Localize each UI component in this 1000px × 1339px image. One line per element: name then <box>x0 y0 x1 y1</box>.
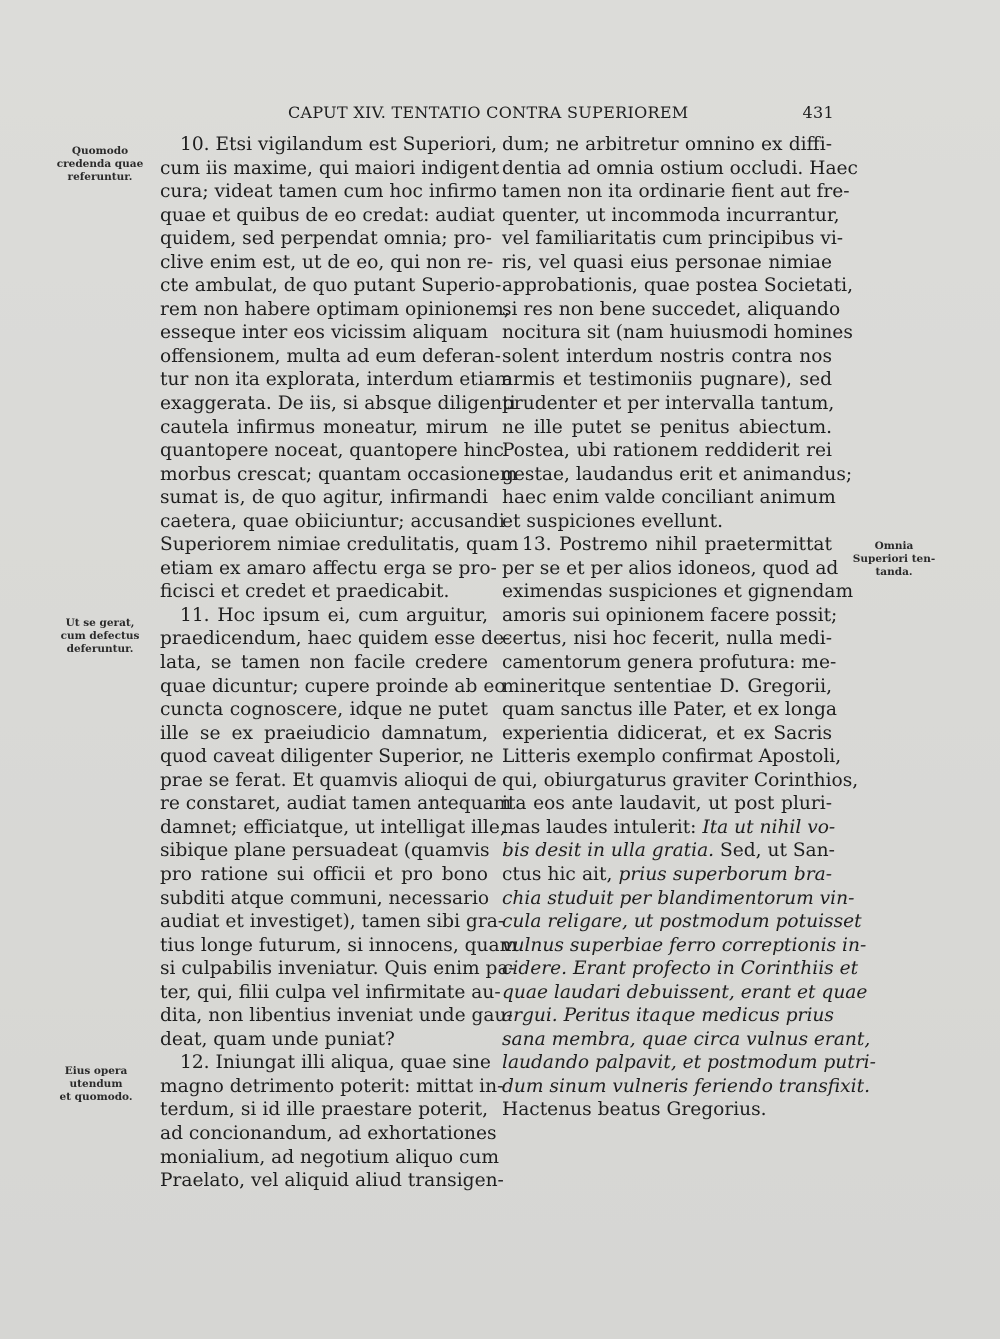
text-line: pro ratione sui officii et pro bono <box>160 863 488 885</box>
text-line: camentorum genera profutura: me- <box>502 652 837 674</box>
margin-note-quomodo <box>48 145 152 184</box>
quotation-line <box>502 957 859 981</box>
quotation-segment: vulnus superbiae ferro correptionis in- <box>502 934 867 956</box>
text-line: 10. Etsi vigilandum est Superiori, <box>180 134 497 155</box>
quotation-line <box>502 1028 871 1052</box>
running-title: CAPUT XIV. TENTATIO CONTRA SUPERIOREM <box>288 103 689 122</box>
text-line: praedicendum, haec quidem esse de- <box>160 628 511 650</box>
text-line: ris, vel quasi eius personae nimiae <box>502 251 832 273</box>
text-line: Litteris exemplo confirmat Apostoli, <box>502 746 842 768</box>
text-segment: ctus hic ait, <box>502 863 613 885</box>
text-line: quantopere noceat, quantopere hinc <box>160 440 504 462</box>
quotation-line <box>502 1051 876 1075</box>
text-line: terdum, si id ille praestare poterit, <box>160 1099 488 1121</box>
text-line: gestae, laudandus erit et animandus; <box>502 463 853 485</box>
text-line: Postea, ubi rationem reddiderit rei <box>502 440 832 462</box>
text-line: quidem, sed perpendat omnia; pro- <box>160 228 492 250</box>
quotation-line <box>502 910 862 934</box>
text-line: clive enim est, ut de eo, qui non re- <box>160 251 494 273</box>
text-line: si res non bene succedet, aliquando <box>502 298 841 320</box>
text-line: et suspiciones evellunt. <box>502 510 724 532</box>
quotation-segment: cula religare, ut postmodum potuisset <box>502 911 862 933</box>
text-line: dentia ad omnia ostium occludi. Haec <box>502 157 858 179</box>
margin-note-line: et quomodo. <box>59 1091 133 1103</box>
text-line: cuncta cognoscere, idque ne putet <box>160 699 488 721</box>
text-line: subditi atque communi, necessario <box>160 887 490 909</box>
margin-note-line: referuntur. <box>67 171 133 183</box>
text-line: approbationis, quae postea Societati, <box>502 275 854 297</box>
text-line: exaggerata. De iis, si absque diligenti <box>160 393 516 415</box>
margin-note-line: Eius opera <box>64 1065 128 1077</box>
text-line: esseque inter eos vicissim aliquam <box>160 322 488 344</box>
margin-note-line: tanda. <box>875 566 913 578</box>
text-line: prae se ferat. Et quamvis alioqui de <box>160 769 497 791</box>
text-line: tamen non ita ordinarie fient aut fre- <box>502 181 850 203</box>
text-line-mixed <box>502 839 835 863</box>
text-segment: Sed, ut San- <box>720 840 835 862</box>
text-line: Hactenus beatus Gregorius. <box>502 1099 767 1121</box>
text-line-mixed <box>502 816 836 840</box>
text-line: deat, quam unde puniat? <box>160 1028 395 1050</box>
text-line: quenter, ut incommoda incurrantur, <box>502 204 840 226</box>
text-line: tius longe futurum, si innocens, quam <box>160 934 518 956</box>
text-line: nocitura sit (nam huiusmodi homines <box>502 322 853 344</box>
text-line: offensionem, multa ad eum deferan- <box>160 345 501 367</box>
text-line: ter, qui, filii culpa vel infirmitate au- <box>160 981 501 1003</box>
text-line: certus, nisi hoc fecerit, nulla medi- <box>502 628 832 650</box>
text-line: experientia didicerat, et ex Sacris <box>502 722 832 744</box>
running-header <box>160 103 840 129</box>
text-line: quam sanctus ille Pater, et ex longa <box>502 699 837 721</box>
text-line: cura; videat tamen cum hoc infirmo <box>160 181 497 203</box>
text-line: Superiorem nimiae credulitatis, quam <box>160 534 519 556</box>
quotation-segment: quae laudari debuissent, erant et quae <box>502 981 868 1003</box>
text-line: 12. Iniungat illi aliqua, quae sine <box>180 1052 491 1074</box>
text-line: etiam ex amaro affectu erga se pro- <box>160 557 497 579</box>
text-line: ita eos ante laudavit, ut post pluri- <box>502 793 832 815</box>
text-line: ne ille putet se penitus abiectum. <box>502 416 832 438</box>
text-line: caetera, quae obiiciuntur; accusandi <box>160 510 505 532</box>
text-line-mixed <box>502 863 832 887</box>
margin-note-eius-opera <box>44 1065 148 1104</box>
margin-note-line: Superiori ten- <box>852 553 936 565</box>
text-line: monialium, ad negotium aliquo cum <box>160 1146 500 1168</box>
text-line: morbus crescat; quantam occasionem <box>160 463 518 485</box>
page-number: 431 <box>802 103 834 122</box>
margin-note-line: Quomodo <box>71 145 129 157</box>
text-line: cautela infirmus moneatur, mirum <box>160 416 488 438</box>
margin-note-line: utendum <box>69 1078 123 1090</box>
quotation-line <box>502 934 867 958</box>
text-segment: mas laudes intulerit: <box>502 816 697 838</box>
text-line: Praelato, vel aliquid aliud transigen- <box>160 1170 504 1192</box>
margin-note-line: cum defectus <box>60 630 140 642</box>
text-line: rem non habere optimam opinionem, <box>160 298 510 320</box>
text-line: armis et testimoniis pugnare), sed <box>502 369 832 391</box>
quotation-segment: prius superborum bra- <box>618 863 832 885</box>
quotation-line <box>502 981 868 1005</box>
text-line: per se et per alios idoneos, quod ad <box>502 557 839 579</box>
quotation-segment: bis desit in ulla gratia. <box>502 840 715 862</box>
text-line: 11. Hoc ipsum ei, cum arguitur, <box>180 604 488 626</box>
text-line: prudenter et per intervalla tantum, <box>502 393 835 415</box>
text-line: tur non ita explorata, interdum etiam <box>160 369 513 391</box>
text-line: sumat is, de quo agitur, infirmandi <box>160 487 488 509</box>
text-line: re constaret, audiat tamen antequam <box>160 793 512 815</box>
quotation-line <box>502 1004 832 1028</box>
text-line: amoris sui opinionem facere possit; <box>502 604 838 626</box>
quotation-segment: chia studuit per blandimentorum vin- <box>502 887 855 909</box>
text-line: mineritque sententiae D. Gregorii, <box>502 675 832 697</box>
text-line: cum iis maxime, qui maiori indigent <box>160 157 500 179</box>
text-column-left <box>160 133 519 1193</box>
margin-note-line: Ut se gerat, <box>65 617 135 629</box>
text-line: eximendas suspiciones et gignendam <box>502 581 854 603</box>
text-line: ille se ex praeiudicio damnatum, <box>160 722 488 744</box>
text-column-right <box>502 133 876 1122</box>
text-line: vel familiaritatis cum principibus vi- <box>502 228 844 250</box>
text-line: quae dicuntur; cupere proinde ab eo <box>160 675 506 697</box>
margin-note-line: credenda quae <box>56 158 144 170</box>
quotation-line <box>502 1075 870 1099</box>
quotation-segment: cidere. Erant profecto in Corinthiis et <box>502 958 859 980</box>
margin-note-line: deferuntur. <box>66 643 134 655</box>
text-line: sibique plane persuadeat (quamvis <box>160 840 490 862</box>
text-line: dita, non libentius inveniat unde gau- <box>160 1005 513 1027</box>
text-line: ad concionandum, ad exhortationes <box>160 1122 497 1144</box>
quotation-segment: argui. Peritus itaque medicus prius <box>502 1005 834 1027</box>
text-line: si culpabilis inveniatur. Quis enim pa- <box>160 958 515 980</box>
text-line: audiat et investiget), tamen sibi gra- <box>160 911 505 933</box>
text-line: magno detrimento poterit: mittat in- <box>160 1075 504 1097</box>
quotation-segment: sana membra, quae circa vulnus erant, <box>502 1028 871 1050</box>
margin-note-ut-se-gerat <box>48 617 152 656</box>
text-line: quae et quibus de eo credat: audiat <box>160 204 495 226</box>
text-line: haec enim valde conciliant animum <box>502 487 836 509</box>
quotation-line <box>502 887 855 911</box>
margin-note-line: Omnia <box>874 540 914 552</box>
text-line: cte ambulat, de quo putant Superio- <box>160 275 502 297</box>
text-line: damnet; efficiatque, ut intelligat ille, <box>160 816 506 838</box>
text-line: ficisci et credet et praedicabit. <box>160 581 450 603</box>
margin-note-omnia <box>842 540 946 579</box>
text-line: solent interdum nostris contra nos <box>502 345 832 367</box>
quotation-segment: Ita ut nihil vo- <box>702 816 836 838</box>
quotation-segment: dum sinum vulneris feriendo transfixit. <box>502 1075 870 1097</box>
text-line: 13. Postremo nihil praetermittat <box>522 534 832 556</box>
quotation-segment: laudando palpavit, et postmodum putri- <box>502 1052 876 1074</box>
text-line: lata, se tamen non facile credere <box>160 652 488 674</box>
text-line: dum; ne arbitretur omnino ex diffi- <box>502 134 832 155</box>
text-line: quod caveat diligenter Superior, ne <box>160 746 494 768</box>
text-line: qui, obiurgaturus graviter Corinthios, <box>502 769 859 791</box>
